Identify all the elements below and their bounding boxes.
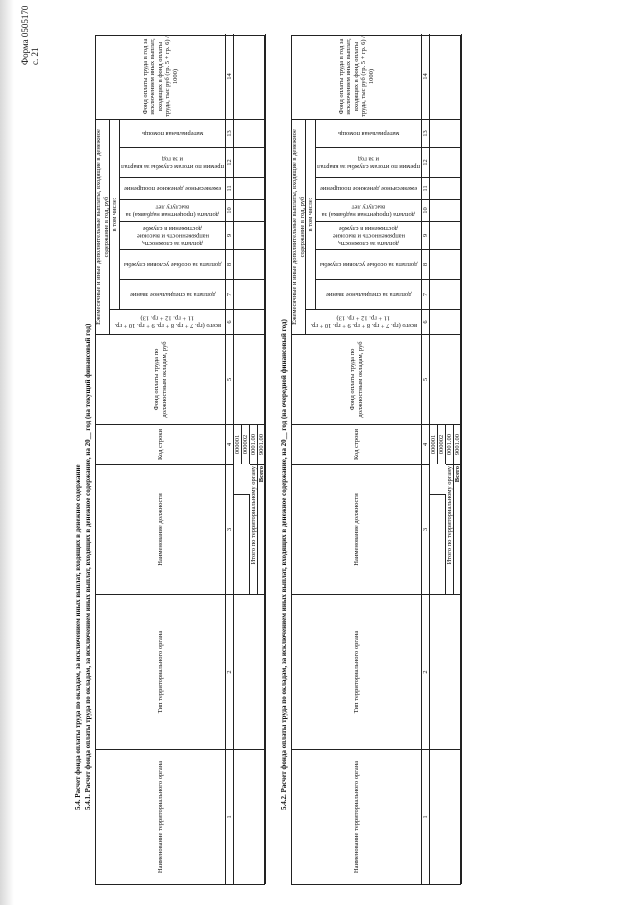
row-code-1: 000001 [234, 424, 242, 464]
colnum-8: 8 [422, 249, 430, 279]
colnum-10: 10 [226, 199, 234, 221]
header-c9-text: доплата за сложность, напряженность и высокие достижения в службе [136, 224, 209, 247]
header-additional-payments: Ежемесячные и иные дополнительные выплаты, входящие в денежное содержание в год, руб [292, 119, 306, 334]
row-code-itogo: 0001.00 [250, 424, 258, 464]
header-c9-text: доплата за сложность, напряженность и высокие достижения в службе [332, 224, 405, 247]
colnum-3: 3 [226, 464, 234, 594]
header-c11 [120, 177, 226, 199]
colnum-13: 13 [226, 119, 234, 147]
colnum-4: 4 [226, 424, 234, 464]
header-c8 [120, 249, 226, 279]
row-code-2: 000002 [438, 424, 446, 464]
row-code-itogo: 0001.00 [446, 424, 454, 464]
header-c10 [120, 199, 226, 221]
data-cell [234, 34, 266, 119]
cell-territorial-type [234, 594, 266, 749]
data-cell [234, 221, 266, 249]
header-total-text: всего (гр. 7 + гр. 8 + гр. 9 + гр. 10 + гр. 11 + гр. 12 + гр. 13) [114, 315, 221, 330]
data-cell [234, 334, 266, 424]
colnum-14: 14 [422, 34, 430, 119]
subsection-1-title: 5.4.1. Расчет фонда оплаты труда по окладам, за исключением иных выплат, входящих в денежное содержание, на 20__ год (на текущий финансовый год) [84, 323, 92, 810]
header-territorial-name: Наименование территориального органа [292, 749, 422, 884]
data-cell [234, 119, 266, 147]
data-cell [234, 279, 266, 309]
colnum-11: 11 [226, 177, 234, 199]
colnum-2: 2 [422, 594, 430, 749]
row-code-1: 000001 [430, 424, 438, 464]
header-position: Наименование должности [292, 464, 422, 594]
header-c14: Фонд оплаты труда в год за исключением иных выплат, входящих в фонд оплаты труда, тыс руб (гр. 5 + гр. 6) / 1000) [292, 34, 422, 119]
itogo-label: Итого по территориальному органу [446, 464, 454, 594]
data-cell [430, 221, 462, 249]
header-c8-text: доплата за особые условия службы [319, 261, 418, 269]
cell-territorial-name [430, 749, 462, 884]
header-total [306, 309, 422, 334]
header-position: Наименование должности [96, 464, 226, 594]
header-c13-text: материальная помощь [141, 130, 204, 138]
header-c7 [120, 279, 226, 309]
colnum-1: 1 [226, 749, 234, 884]
cell-position [430, 494, 446, 594]
row-code-vsego: 9001.00 [454, 424, 462, 464]
table-next-year [291, 35, 461, 885]
header-total [110, 309, 226, 334]
header-c10-text: доплата (процентная надбавка) за выслугу лет [321, 203, 416, 218]
header-c10 [316, 199, 422, 221]
scan-edge-shadow [0, 0, 14, 905]
header-c9 [120, 221, 226, 249]
header-c7-text: доплата за специальное звание [129, 291, 216, 299]
colnum-11: 11 [422, 177, 430, 199]
data-cell [430, 119, 462, 147]
data-cell [234, 249, 266, 279]
data-cell [430, 147, 462, 177]
header-c8-text: доплата за особые условия службы [123, 261, 222, 269]
header-salary-fund: Фонд оплаты труда по должностным окладам, руб [292, 334, 422, 424]
header-c13 [120, 119, 226, 147]
colnum-7: 7 [422, 279, 430, 309]
colnum-5: 5 [422, 334, 430, 424]
header-c12 [120, 147, 226, 177]
colnum-9: 9 [422, 221, 430, 249]
colnum-13: 13 [422, 119, 430, 147]
section-title: 5.4. Расчет фонда оплаты труда по окладам, за исключением иных выплат, входящих в денежное содержание [74, 464, 82, 810]
colnum-10: 10 [422, 199, 430, 221]
cell-territorial-type [430, 594, 462, 749]
header-c8 [316, 249, 422, 279]
subsection-2-title: 5.4.2. Расчет фонда оплаты труда по окладам, за исключением иных выплат, входящих в денежное содержание, на 20__ год (на очередной финансовый год) [280, 319, 288, 810]
header-c11-text: ежемесячное денежное поощрение [123, 185, 222, 193]
row-code-vsego: 9001.00 [258, 424, 266, 464]
header-c13-text: материальная помощь [337, 130, 400, 138]
header-including: в том числе: [110, 119, 120, 309]
header-c10-text: доплата (процентная надбавка) за выслугу лет [125, 203, 220, 218]
header-c14: Фонд оплаты труда в год за исключением иных выплат, входящих в фонд оплаты труда, тыс руб (гр. 5 + гр. 6) / 1000) [96, 34, 226, 119]
header-territorial-name: Наименование территориального органа [96, 749, 226, 884]
colnum-1: 1 [422, 749, 430, 884]
header-territorial-type: Тип территориального органа [292, 594, 422, 749]
data-cell [234, 177, 266, 199]
data-cell [234, 147, 266, 177]
header-c11-text: ежемесячное денежное поощрение [319, 185, 418, 193]
colnum-8: 8 [226, 249, 234, 279]
header-c12-text: премии по итогам службы за квартал и за год [317, 155, 420, 170]
header-c12 [316, 147, 422, 177]
table-current-year [95, 35, 265, 885]
data-cell [430, 177, 462, 199]
header-row-code: Код строки [292, 424, 422, 464]
colnum-9: 9 [226, 221, 234, 249]
colnum-4: 4 [422, 424, 430, 464]
data-cell [430, 199, 462, 221]
data-cell [430, 279, 462, 309]
form-code: Форма 0505170 с. 21 [20, 5, 40, 65]
cell-territorial-name [234, 749, 266, 884]
data-cell [234, 199, 266, 221]
header-c12-text: премии по итогам службы за квартал и за год [121, 155, 224, 170]
header-c13 [316, 119, 422, 147]
header-c7 [316, 279, 422, 309]
header-c9 [316, 221, 422, 249]
header-territorial-type: Тип территориального органа [96, 594, 226, 749]
header-additional-payments: Ежемесячные и иные дополнительные выплаты, входящие в денежное содержание в год, руб [96, 119, 110, 334]
colnum-12: 12 [226, 147, 234, 177]
data-cell [430, 334, 462, 424]
colnum-12: 12 [422, 147, 430, 177]
header-row-code: Код строки [96, 424, 226, 464]
vsego-label: Всего [258, 464, 266, 594]
cell-position [234, 494, 250, 594]
colnum-14: 14 [226, 34, 234, 119]
itogo-label: Итого по территориальному органу [250, 464, 258, 594]
header-salary-fund: Фонд оплаты труда по должностным окладам, руб [96, 334, 226, 424]
colnum-3: 3 [422, 464, 430, 594]
data-cell [430, 309, 462, 334]
colnum-6: 6 [422, 309, 430, 334]
header-c11 [316, 177, 422, 199]
colnum-7: 7 [226, 279, 234, 309]
header-total-text: всего (гр. 7 + гр. 8 + гр. 9 + гр. 10 + гр. 11 + гр. 12 + гр. 13) [310, 315, 417, 330]
colnum-6: 6 [226, 309, 234, 334]
colnum-2: 2 [226, 594, 234, 749]
header-including: в том числе: [306, 119, 316, 309]
colnum-5: 5 [226, 334, 234, 424]
header-c7-text: доплата за специальное звание [325, 291, 412, 299]
row-code-2: 000002 [242, 424, 250, 464]
data-cell [430, 34, 462, 119]
data-cell [430, 249, 462, 279]
data-cell [234, 309, 266, 334]
vsego-label: Всего [454, 464, 462, 594]
